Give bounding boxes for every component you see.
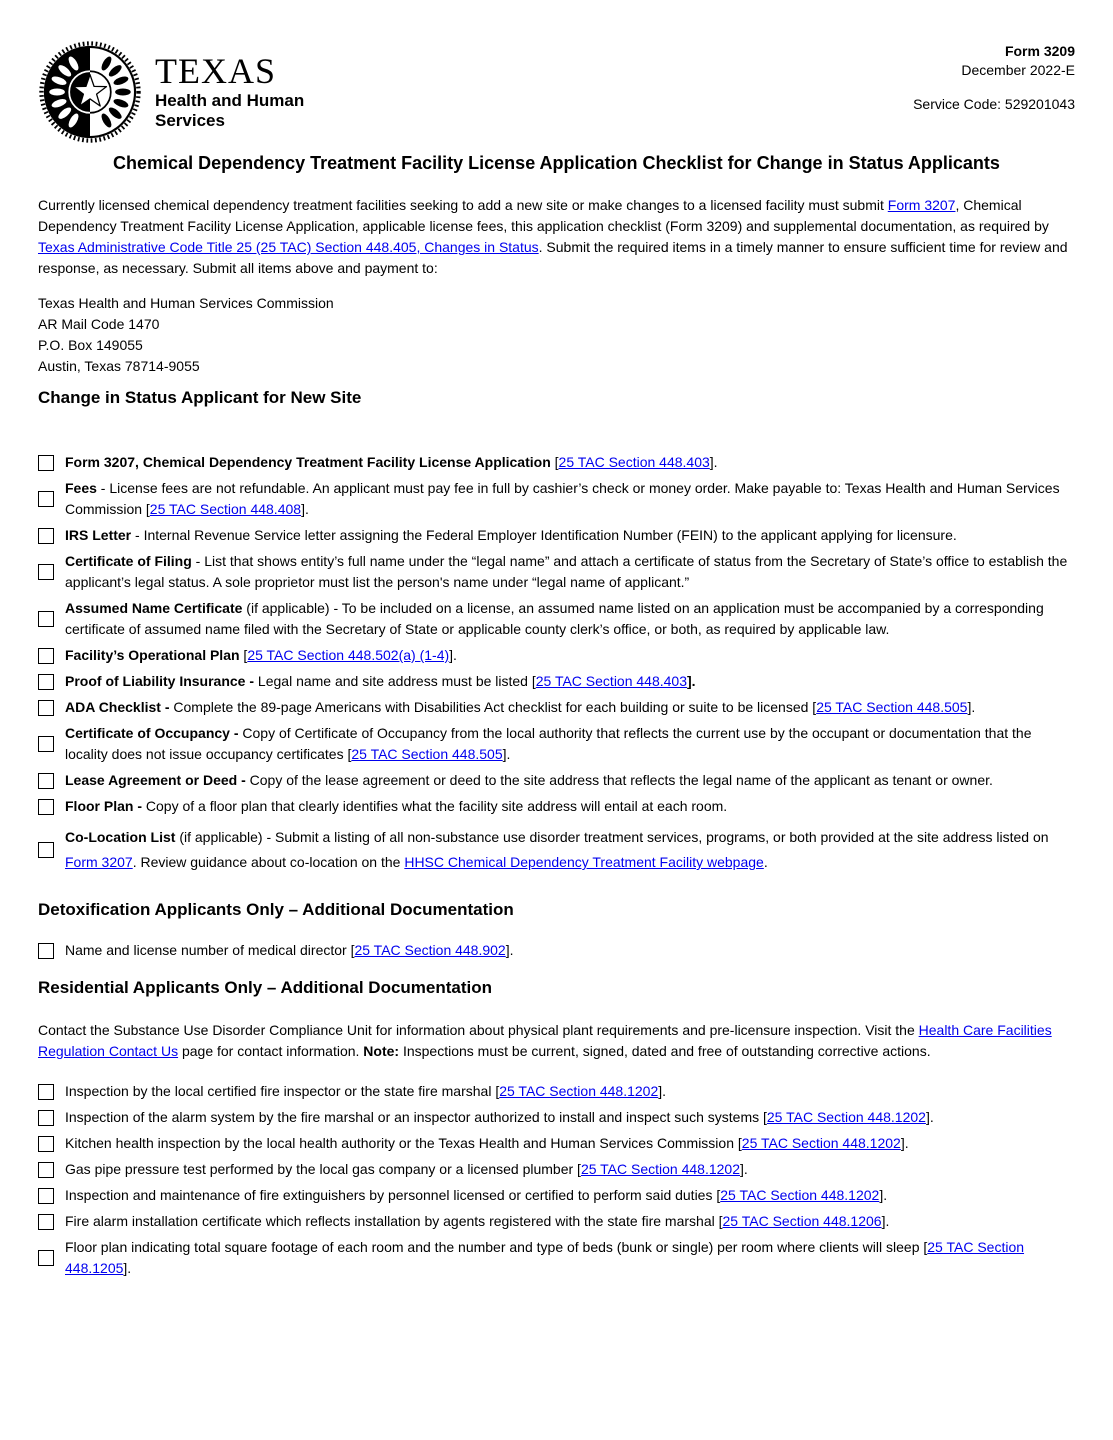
checklist-item [38,770,1075,791]
inline-link[interactable]: 25 TAC Section 448.1202 [580,1161,740,1177]
checklist-item-text [65,825,1075,875]
text-segment: ]. [879,1187,888,1203]
checklist-item [38,1211,1075,1232]
inline-link[interactable]: 25 TAC Section 448.505 [816,699,968,715]
checklist-detox [38,940,1075,961]
text-segment: - List that shows entity’s full name under the “legal name” and attach a certificate of status from the Secretary of State’s office to establish the applicant’s legal status. A sole proprietor must list the person's name under “legal name of applicant.” [65,553,1068,590]
text-segment: Kitchen health inspection by the local health authority or the Texas Health and Human Services Commission [ [65,1135,742,1151]
inline-link[interactable]: 25 TAC Section 448.1202 [766,1109,926,1125]
checklist-item [38,1237,1075,1279]
text-segment-bold: Facility’s Operational Plan [65,647,240,663]
form-edition: December 2022-E [961,62,1075,78]
inline-link[interactable]: Texas Administrative Code Title 25 (25 TAC) Section 448.405, Changes in Status [38,239,539,255]
checklist-item-text [65,1159,1075,1180]
intro-paragraph [38,195,1075,279]
agency-name-texas: TEXAS [155,51,276,91]
text-segment: ]. [709,454,718,470]
checklist-item [38,1133,1075,1154]
inline-link[interactable]: 25 TAC Section 448.1205 [65,1239,1025,1276]
checklist-item-text [65,697,1075,718]
checklist-item [38,1081,1075,1102]
text-segment-bold: Certificate of Filing [65,553,192,569]
text-segment: . [763,854,768,870]
checklist-item-text [65,940,1075,961]
text-segment-bold: ADA Checklist - [65,699,170,715]
text-segment: Gas pipe pressure test performed by the local gas company or a licensed plumber [ [65,1161,581,1177]
address-line: P.O. Box 149055 [38,337,143,353]
checkbox[interactable] [38,799,54,815]
section-heading-new-site: Change in Status Applicant for New Site [38,388,362,407]
checklist-item [38,940,1075,961]
text-segment: . Review guidance about co-location on the [132,854,405,870]
checklist-item-text [65,1107,1075,1128]
checkbox[interactable] [38,773,54,789]
text-segment: Inspection by the local certified fire inspector or the state fire marshal [ [65,1083,500,1099]
inline-link[interactable]: Form 3207 [887,197,956,213]
text-segment-bold: Floor Plan - [65,798,142,814]
checklist-item-text [65,551,1075,593]
section-heading-detox: Detoxification Applicants Only – Additional Documentation [38,900,514,919]
form-title: Chemical Dependency Treatment Facility License Application Checklist for Change in Status Applicants [113,153,1000,173]
text-segment-bold: Co-Location List [65,829,176,845]
inline-link[interactable]: 25 TAC Section 448.1202 [499,1083,659,1099]
checklist-item [38,697,1075,718]
checklist-item [38,723,1075,765]
agency-name-sub-line1: Health and Human [155,91,305,110]
agency-name [155,40,304,144]
residential-intro-paragraph [38,1020,1075,1062]
checkbox[interactable] [38,648,54,664]
address-line: AR Mail Code 1470 [38,316,160,332]
text-segment-bold: Certificate of Occupancy - [65,725,239,741]
text-segment: Copy of a floor plan that clearly identifies what the facility site address will entail at each room. [142,798,728,814]
checkbox[interactable] [38,842,54,858]
checkbox[interactable] [38,1084,54,1100]
checklist-item [38,551,1075,593]
text-segment: (if applicable) - To be included on a license, an assumed name listed on an application must be accompanied by a corresponding certificate of assumed name filed with the Secretary of State or applicable county clerk’s office, or both, as required by applicable law. [65,600,1044,637]
text-segment: ]. [658,1083,667,1099]
text-segment: Floor plan indicating total square footage of each room and the number and type of beds (bunk or single) per room where clients will sleep [ [65,1239,928,1255]
checkbox[interactable] [38,700,54,716]
text-segment: ]. [925,1109,934,1125]
checklist-item [38,525,1075,546]
checkbox[interactable] [38,528,54,544]
checklist-item-text [65,645,1075,666]
text-segment-bold: Lease Agreement or Deed - [65,772,246,788]
checklist-item-text [65,1211,1075,1232]
text-segment: ]. [502,746,511,762]
text-segment: ]. [301,501,309,517]
section-heading-residential: Residential Applicants Only – Additional Documentation [38,978,493,997]
checkbox[interactable] [38,564,54,580]
checklist-item-text [65,478,1075,520]
service-code: Service Code: 529201043 [913,96,1075,112]
text-segment: ]. [900,1135,909,1151]
inline-link[interactable]: Health Care Facilities Regulation Contact Us [38,1022,1052,1059]
text-segment: ]. [449,647,457,663]
agency-name-sub-line2: Services [155,111,225,130]
checklist-item [38,598,1075,640]
checklist-item-text [65,770,1075,791]
checklist-item [38,1107,1075,1128]
checklist-item [38,825,1075,875]
checkbox[interactable] [38,736,54,752]
inline-link[interactable]: 25 TAC Section 448.502(a) (1-4) [247,647,450,663]
checklist-item [38,671,1075,692]
inline-link[interactable]: HHSC Chemical Dependency Treatment Facility webpage [404,854,764,870]
text-segment: Currently licensed chemical dependency treatment facilities seeking to add a new site or make changes to a licensed facility must submit [38,197,888,213]
texas-state-seal-icon [38,40,142,144]
text-segment: ]. [881,1213,890,1229]
agency-logo [38,40,304,144]
checklist-item-text [65,452,1075,473]
text-segment: Copy of Certificate of Occupancy from the local authority that reflects the current use by the occupant or documentation that the locality does not issue occupancy certificates [ [65,725,1032,762]
text-segment: Name and license number of medical director [ [65,942,355,958]
checkbox[interactable] [38,1188,54,1204]
text-segment-bold: Assumed Name Certificate [65,600,243,616]
text-segment: . Submit the required items in a timely manner to ensure sufficient time for review and response, as necessary. Submit all items above and payment to: [38,239,1068,276]
text-segment: page for contact information. [178,1043,364,1059]
inline-link[interactable]: 25 TAC Section 448.1202 [741,1135,901,1151]
text-segment: Contact the Substance Use Disorder Compliance Unit for information about physical plant requirements and pre-licensure inspection. Visit the [38,1022,919,1038]
text-segment-bold: ]. [687,673,696,689]
text-segment-bold: Fees [65,480,97,496]
text-segment: [ [239,647,248,663]
checklist-new-site [38,452,1075,875]
checkbox[interactable] [38,491,54,507]
text-segment: - License fees are not refundable. An applicant must pay fee in full by cashier’s check or money order. Make payable to: Texas Health and Human Services Commission [ [65,480,1060,517]
checklist-item-text [65,796,1075,817]
inline-link[interactable]: 25 TAC Section 448.505 [351,746,503,762]
checklist-item [38,1185,1075,1206]
checklist-item-text [65,525,1075,546]
checkbox[interactable] [38,674,54,690]
text-segment: Fire alarm installation certificate which reflects installation by agents registered with the state fire marshal [ [65,1213,723,1229]
text-segment: Complete the 89-page Americans with Disabilities Act checklist for each building or suite to be licensed [ [169,699,817,715]
text-segment-bold: Form 3207, Chemical Dependency Treatment Facility License Application [65,454,555,470]
inline-link[interactable]: 25 TAC Section 448.403 [535,673,688,689]
form-meta [913,40,1075,114]
header [38,40,1075,146]
checklist-residential [38,1081,1075,1279]
address-line: Texas Health and Human Services Commission [38,295,334,311]
checkbox[interactable] [38,943,54,959]
inline-link[interactable]: 25 TAC Section 448.902 [354,942,506,958]
checklist-item [38,796,1075,817]
text-segment-bold: Note: [363,1043,400,1059]
text-segment: Inspection and maintenance of fire extinguishers by personnel licensed or certified to perform said duties [ [65,1187,721,1203]
checkbox[interactable] [38,1214,54,1230]
text-segment: ]. [967,699,976,715]
checklist-item-text [65,1185,1075,1206]
checkbox[interactable] [38,1110,54,1126]
checklist-item [38,1159,1075,1180]
text-segment: (if applicable) - Submit a listing of all non-substance use disorder treatment services, programs, or both provided at the site address listed on [175,829,1049,845]
text-segment: Legal name and site address must be listed [ [254,673,536,689]
checkbox[interactable] [38,1162,54,1178]
checkbox[interactable] [38,455,54,471]
text-segment: ]. [505,942,514,958]
text-segment: Inspection of the alarm system by the fire marshal or an inspector authorized to install and inspect such systems [ [65,1109,767,1125]
text-segment: , Chemical Dependency Treatment Facility License Application, applicable license fees, this application checklist (Form 3209) and supplemental documentation, as required by [38,197,1049,234]
text-segment: Inspections must be current, signed, dated and free of outstanding corrective actions. [399,1043,931,1059]
form-number: Form 3209 [1004,43,1075,59]
inline-link[interactable]: 25 TAC Section 448.408 [149,501,302,517]
checklist-item [38,645,1075,666]
checklist-item-text [65,598,1075,640]
checklist-item-text [65,671,1075,692]
mailing-address [38,293,1075,377]
text-segment-bold: IRS Letter [65,527,132,543]
inline-link[interactable]: 25 TAC Section 448.1206 [722,1213,882,1229]
checklist-item-text [65,1133,1075,1154]
checkbox[interactable] [38,1136,54,1152]
text-segment-bold: Proof of Liability Insurance - [65,673,255,689]
inline-link[interactable]: 25 TAC Section 448.1202 [720,1187,880,1203]
checklist-item [38,478,1075,520]
checklist-item-text [65,723,1075,765]
text-segment: ]. [739,1161,748,1177]
checklist-item-text [65,1081,1075,1102]
text-segment: - Internal Revenue Service letter assigning the Federal Employer Identification Number (FEIN) to the applicant applying for licensure. [131,527,957,543]
checkbox[interactable] [38,1250,54,1266]
address-line: Austin, Texas 78714-9055 [38,358,200,374]
text-segment: ]. [123,1260,132,1276]
checklist-item-text [65,1237,1075,1279]
text-segment: Copy of the lease agreement or deed to the site address that reflects the legal name of the applicant as tenant or owner. [245,772,993,788]
inline-link[interactable]: Form 3207 [65,854,133,870]
checklist-item [38,452,1075,473]
text-segment: [ [554,454,559,470]
checkbox[interactable] [38,611,54,627]
inline-link[interactable]: 25 TAC Section 448.403 [558,454,710,470]
